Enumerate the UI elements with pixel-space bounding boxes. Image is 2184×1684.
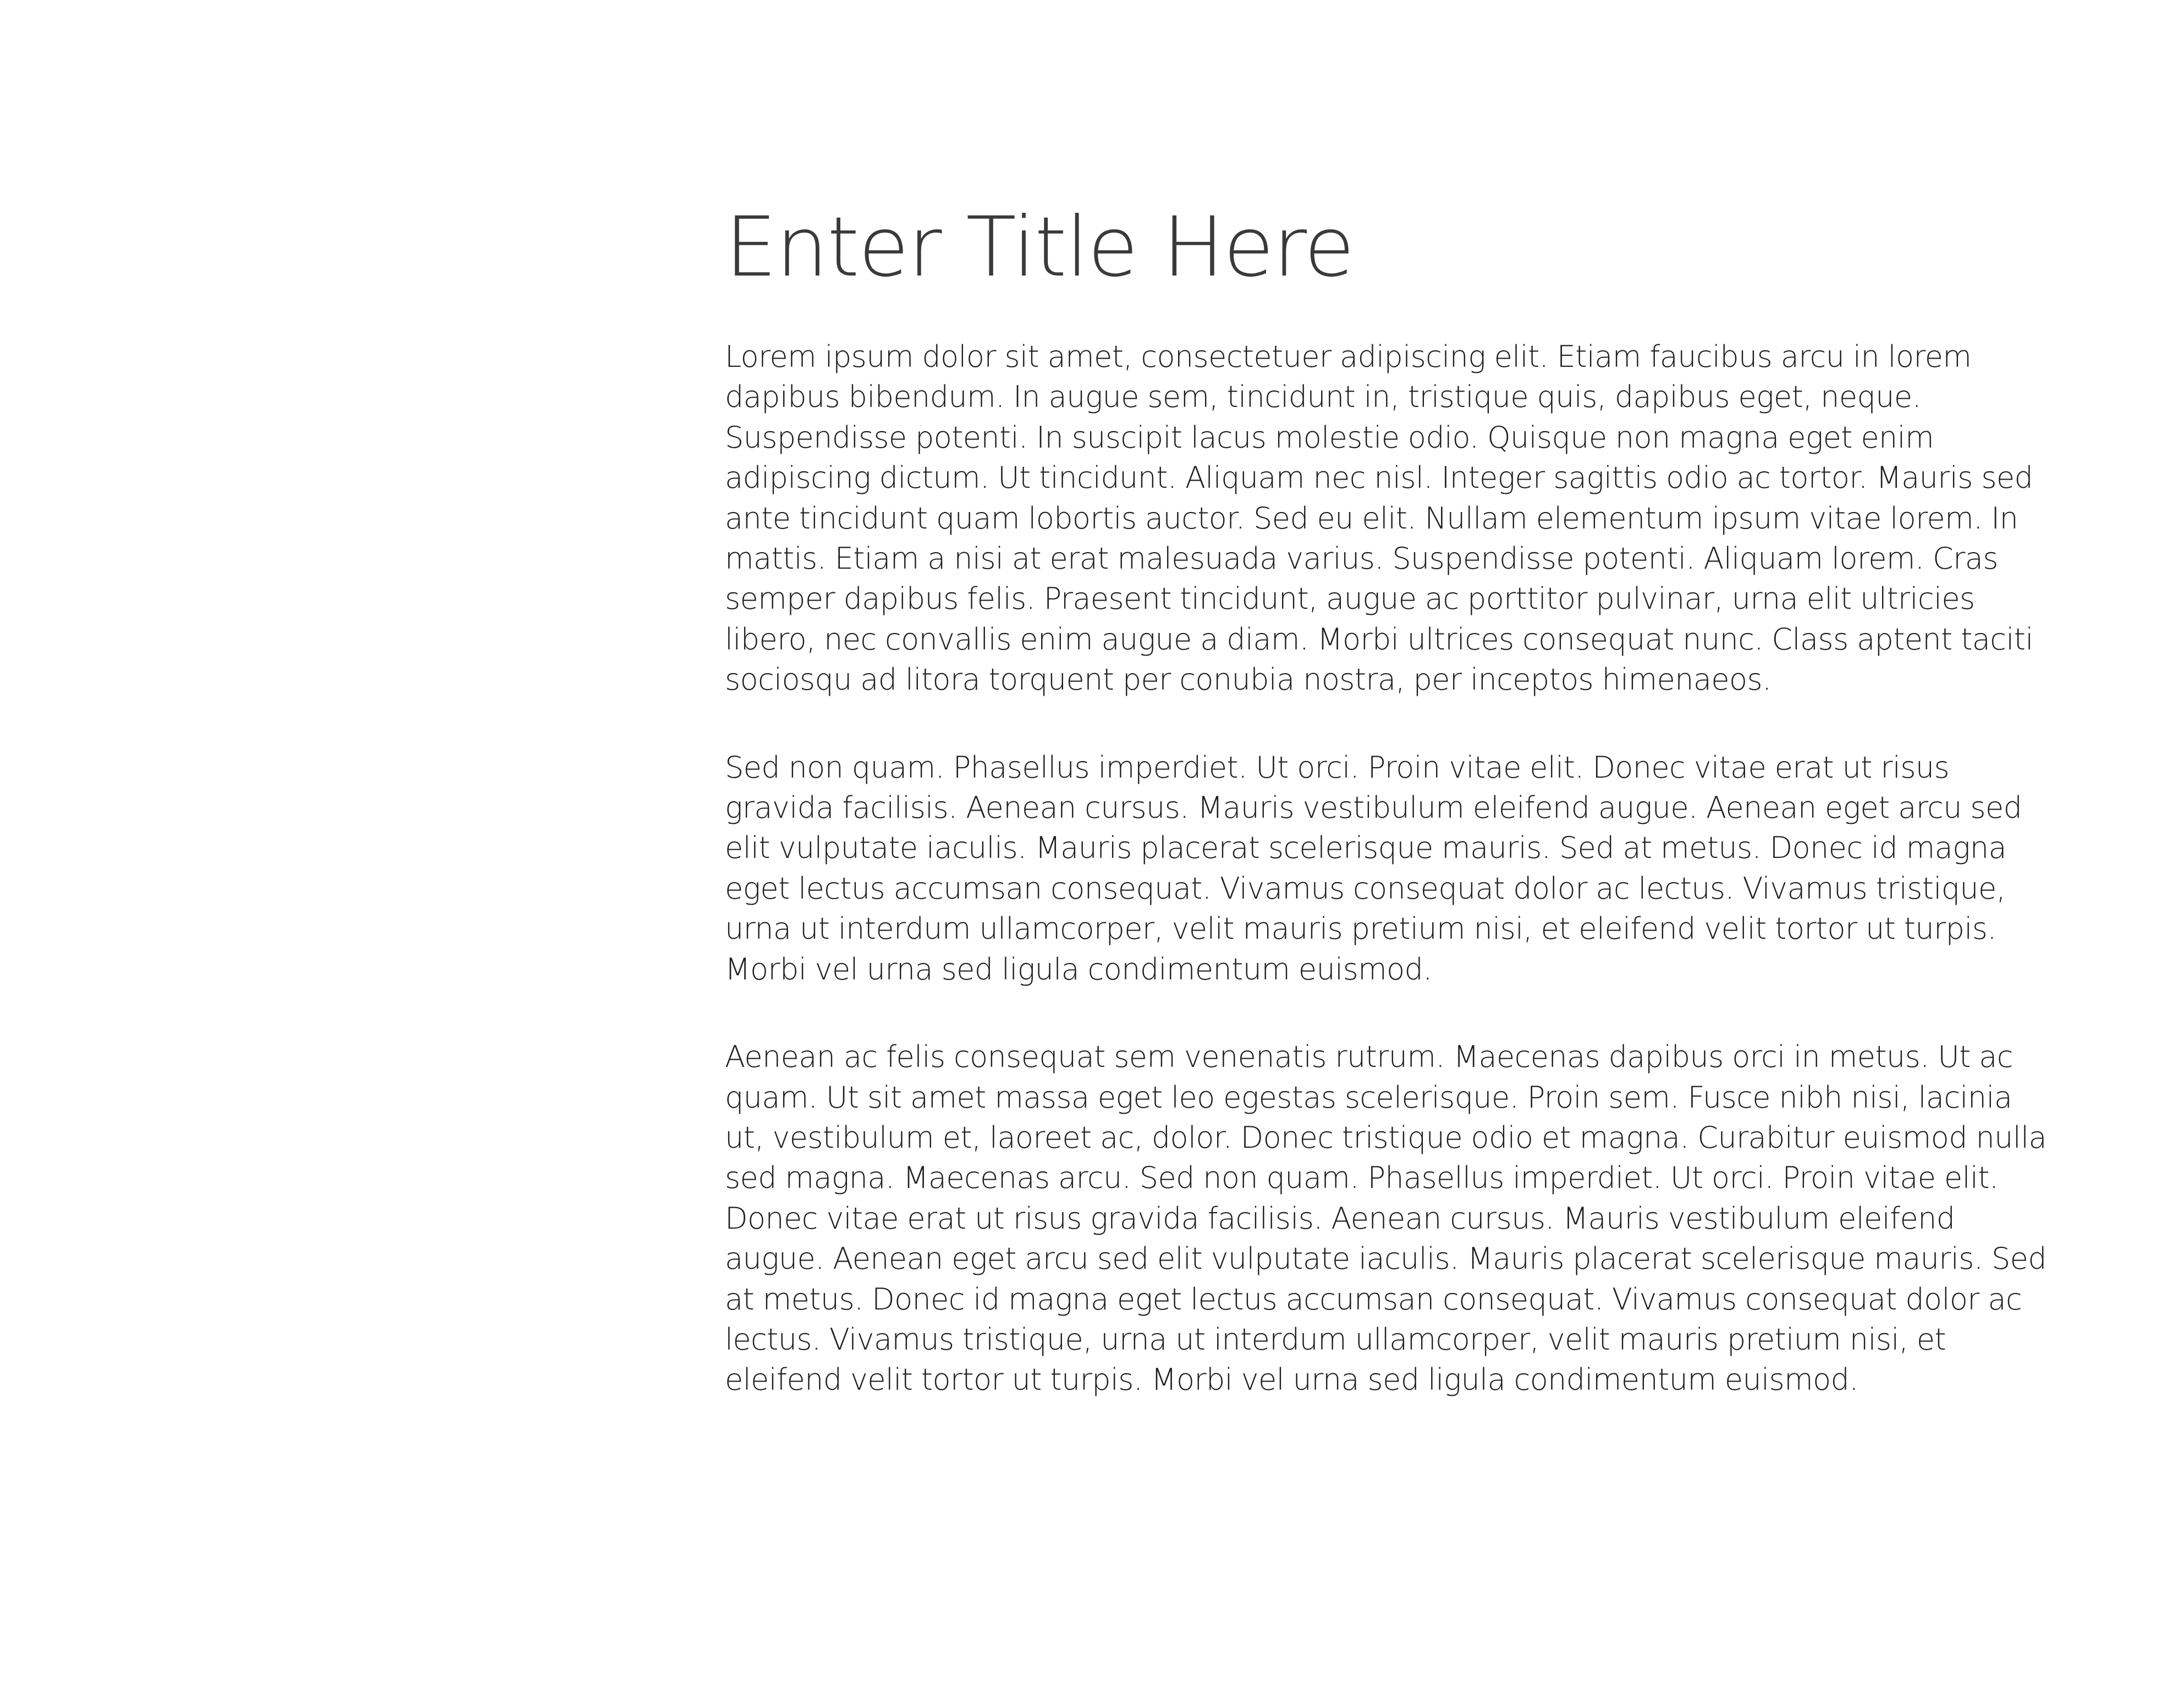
body-paragraph-2: Sed non quam. Phasellus imperdiet. Ut orci. Proin vitae elit. Donec vitae erat ut risus gravida facilisis. Aenean cursus. Mauris vestibulum eleifend augue. Aenean eget arcu sed elit vulputate iaculis. Mauris placerat scelerisque mauris. Sed at metus. Donec id magna eget lectus accumsan consequat. Vivamus consequat dolor ac lectus. Vivamus tristique, urna ut interdum ullamcorper, velit mauris pretium nisi, et eleifend velit tortor ut turpis. Morbi vel urna sed ligula condimentum euismod. xyxy=(725,750,2022,987)
body-paragraph-1: Lorem ipsum dolor sit amet, consectetuer adipiscing elit. Etiam faucibus arcu in lorem dapibus bibendum. In augue sem, tincidunt in, tristique quis, dapibus eget, neque. Suspendisse potenti. In suscipit lacus molestie odio. Quisque non magna eget enim adipiscing dictum. Ut tincidunt. Aliquam nec nisl. Integer sagittis odio ac tortor. Mauris sed ante tincidunt quam lobortis auctor. Sed eu elit. Nullam elementum ipsum vitae lorem. In mattis. Etiam a nisi at erat malesuada varius. Suspendisse potenti. Aliquam lorem. Cras semper dapibus felis. Praesent tincidunt, augue ac porttitor pulvinar, urna elit ultricies libero, nec convallis enim augue a diam. Morbi ultrices consequat nunc. Class aptent taciti sociosqu ad litora torquent per conubia nostra, per inceptos himenaeos. xyxy=(725,339,2033,697)
page-title: Enter Title Here xyxy=(725,200,1354,295)
document-content xyxy=(725,198,2056,1400)
body-paragraph-3: Aenean ac felis consequat sem venenatis rutrum. Maecenas dapibus orci in metus. Ut ac quam. Ut sit amet massa eget leo egestas scelerisque. Proin sem. Fusce nibh nisi, lacinia ut, vestibulum et, laoreet ac, dolor. Donec tristique odio et magna. Curabitur euismod nulla sed magna. Maecenas arcu. Sed non quam. Phasellus imperdiet. Ut orci. Proin vitae elit. Donec vitae erat ut risus gravida facilisis. Aenean cursus. Mauris vestibulum eleifend augue. Aenean eget arcu sed elit vulputate iaculis. Mauris placerat scelerisque mauris. Sed at metus. Donec id magna eget lectus accumsan consequat. Vivamus consequat dolor ac lectus. Vivamus tristique, urna ut interdum ullamcorper, velit mauris pretium nisi, et eleifend velit tortor ut turpis. Morbi vel urna sed ligula condimentum euismod. xyxy=(725,1039,2047,1397)
